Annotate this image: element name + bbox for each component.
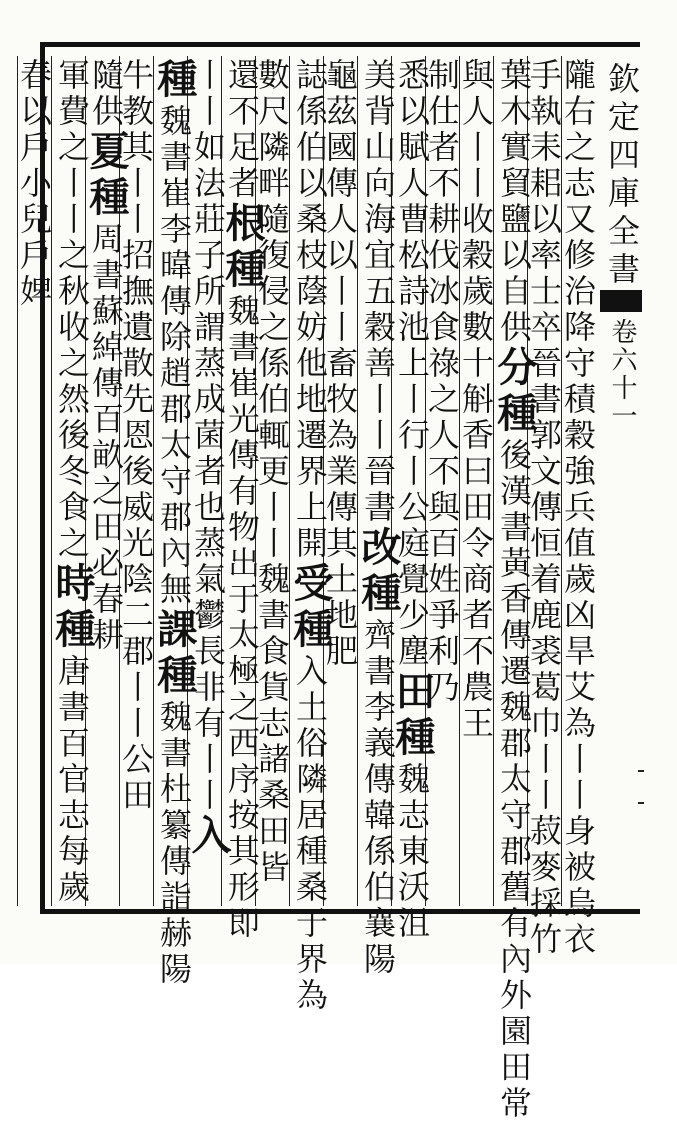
column-text: 隨供 <box>87 58 125 130</box>
column-text: 魏書杜纂傳詣赫陽 <box>155 700 193 988</box>
column-text: 數尺隣畔隨復侵之係伯輒更丨丨 <box>253 58 291 562</box>
text-column <box>185 58 232 860</box>
column-text: 龜茲國傳人以丨丨畜牧為業 <box>321 58 359 490</box>
column-text: 隴右之志又修治降守積穀強兵值歲凶旱艾為丨丨身被烏衣 <box>559 58 597 958</box>
column-text: 美背山向海宜五穀善丨丨晉書 <box>359 58 397 526</box>
column-text: 悉以賦人曹松詩池上丨行丨公庭覺少塵 <box>393 58 431 670</box>
column-text: 制仕者不耕伐冰食祿之人不與百姓爭利乃 <box>423 58 461 706</box>
section-heading: 田種 <box>389 670 436 762</box>
column-text: 莊子所謂蒸成菌者也蒸氣鬱長非有丨丨 <box>189 202 227 814</box>
text-column <box>151 58 198 988</box>
section-heading: 分種 <box>491 346 538 438</box>
text-column <box>355 58 402 978</box>
column-text: 周書蘇綽傳百畝之田必春耕 <box>87 222 125 654</box>
column-text: 魏書食貨志諸桑田皆 <box>253 562 291 886</box>
column-text: 魏書崔光傳有物出于太極之西序按其形即 <box>223 294 261 942</box>
column-text: 葉木實貿鹽以自供 <box>495 58 533 346</box>
text-column <box>491 58 538 1122</box>
column-text: 還不足者 <box>223 58 261 202</box>
text-column <box>219 58 266 942</box>
column-text: 手執耒耜以率士卒晉書郭文傳恒着鹿裘葛巾丨丨菽麥採竹 <box>525 58 563 958</box>
column-text: 後漢書黃香傳遷魏郡太守郡舊有內外園田常 <box>495 438 533 1122</box>
text-column <box>287 58 334 1014</box>
column-text: 牛教其丨丨招撫遺散先恩後威 <box>117 58 155 526</box>
column-text: 丨丨如法 <box>189 58 227 202</box>
text-column <box>15 58 53 310</box>
column-text: 誌係伯以桑枝蔭妨他地遷界上開 <box>291 58 329 562</box>
section-heading: 種 <box>151 58 198 104</box>
column-text: 傳其土地肥 <box>321 490 359 670</box>
section-heading: 改種 <box>355 526 402 618</box>
column-text: 入土俗隣居種桑于界為 <box>291 654 329 1014</box>
column-text: 之丨丨之秋收之然後冬食之 <box>53 130 91 562</box>
column-text: 魏志東沃沮 <box>393 762 431 942</box>
column-text: 魏書崔李暐傳除趙郡太守郡內無 <box>155 104 193 608</box>
text-column <box>49 58 96 906</box>
text-column <box>457 58 495 742</box>
column-text: 軍費 <box>53 58 91 130</box>
section-heading: 夏種 <box>83 130 130 222</box>
fish-tail-mark <box>600 290 642 312</box>
volume-label: 卷六十一 <box>607 318 637 430</box>
section-heading: 入 <box>185 814 232 860</box>
section-heading: 課種 <box>151 608 198 700</box>
text-column <box>559 58 597 958</box>
section-heading: 時種 <box>49 562 96 654</box>
column-text: 春以戶小兒戶婢 <box>15 58 53 310</box>
column-text: 唐書百官志每歲 <box>53 654 91 906</box>
column-text: 光陰二郡丨丨公田 <box>117 526 155 814</box>
section-heading: 受種 <box>287 562 334 654</box>
section-heading: 根種 <box>219 202 266 294</box>
page-edge-mark <box>638 770 644 804</box>
text-column <box>389 58 436 942</box>
column-text: 齊書李義傳韓係伯襄陽 <box>359 618 397 978</box>
column-text: 與人丨丨收穀歲數十斛香曰田令商者不農王 <box>457 58 495 742</box>
book-title: 欽定四庫全書 <box>603 62 641 290</box>
